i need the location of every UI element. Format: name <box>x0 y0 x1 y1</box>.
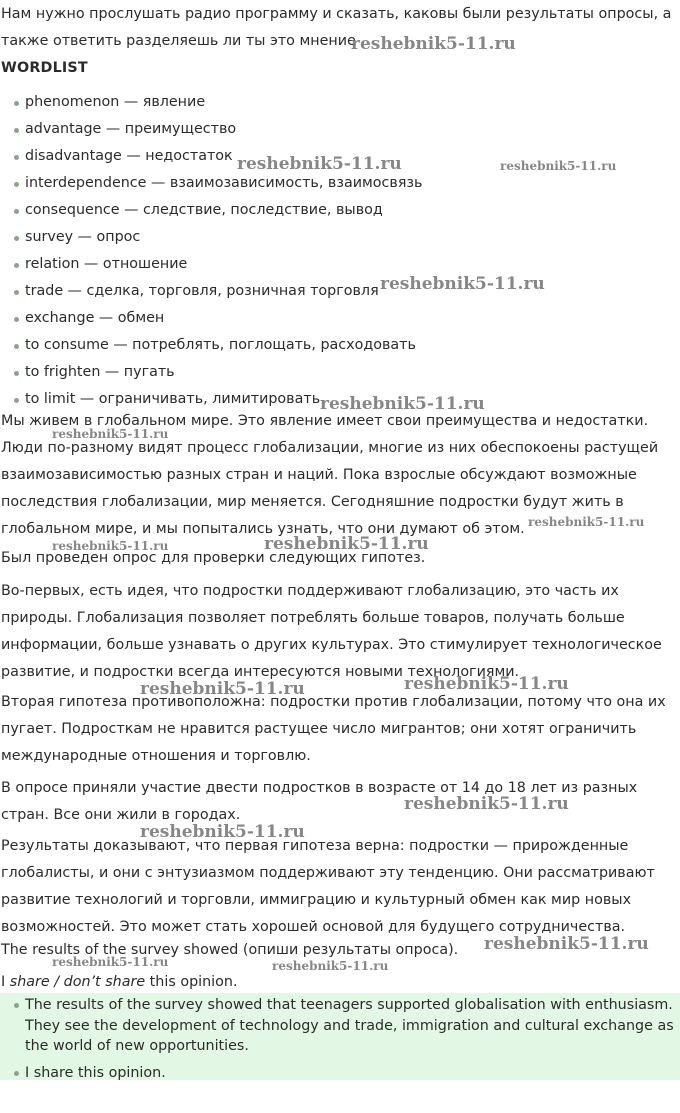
translation-paragraph-2: Был проведен опрос для проверки следующих гипотез. <box>1 550 426 566</box>
wordlist-item: to limit — ограничивать, лимитировать <box>1 386 680 413</box>
watermark: reshebnik5-11.ru <box>272 959 389 973</box>
wordlist-item: consequence — следствие, последствие, вывод <box>1 197 680 224</box>
watermark: reshebnik5-11.ru <box>52 955 169 969</box>
translation-paragraph-1: Мы живем в глобальном мире. Это явление имеет свои преимущества и недостатки. Люди по-разному видят процесс глобализации, многие из них обеспокоены растущей взаимозависимостью разных стран и наций. Пока взрослые обсуждают возможные последствия глобализации, мир меняется. Сегодняшние подростки будут жить в глобальном мире, и мы попытались узнать, что они думают об этом. <box>1 413 659 537</box>
wordlist-item: trade — сделка, торговля, розничная торговля <box>1 278 680 305</box>
wordlist-item: phenomenon — явление <box>1 89 680 116</box>
watermark: reshebnik5-11.ru <box>237 154 402 174</box>
wordlist-item: advantage — преимущество <box>1 116 680 143</box>
wordlist-item: relation — отношение <box>1 251 680 278</box>
wordlist-item: interdependence — взаимозависимость, взаимосвязь <box>1 170 680 197</box>
watermark: reshebnik5-11.ru <box>264 534 429 554</box>
answer-item: I share this opinion. <box>1 1063 680 1084</box>
exercise-line-2-prefix: I <box>1 974 10 990</box>
answer-box <box>0 993 680 1080</box>
watermark: reshebnik5-11.ru <box>320 394 485 414</box>
wordlist-item: exchange — обмен <box>1 305 680 332</box>
wordlist-item: to frighten — пугать <box>1 359 680 386</box>
watermark: reshebnik5-11.ru <box>528 515 645 529</box>
task-text: Нам нужно прослушать радио программу и сказать, каковы были результаты опросы, а также ответить разделяешь ли ты это мнение <box>1 6 672 49</box>
watermark: reshebnik5-11.ru <box>404 794 569 814</box>
watermark: reshebnik5-11.ru <box>140 679 305 699</box>
wordlist <box>1 89 680 413</box>
watermark: reshebnik5-11.ru <box>500 159 617 173</box>
watermark: reshebnik5-11.ru <box>404 674 569 694</box>
watermark: reshebnik5-11.ru <box>52 427 169 441</box>
translation-paragraph-6: Результаты доказывают, что первая гипотеза верна: подростки — прирожденные глобалисты, и они с энтузиазмом поддерживают эту тенденцию. Они рассматривают развитие технологий и торговли, иммиграцию и культурный обмен как мир новых возможностей. Это может стать хорошей основой для будущего сотрудничества. <box>1 838 655 935</box>
translation-paragraph-4: Вторая гипотеза противоположна: подростки против глобализации, потому что она их пугает. Подросткам не нравится растущее число мигрантов; они хотят ограничить международные отношения и торговлю. <box>1 694 666 764</box>
answer-item: The results of the survey showed that teenagers supported globalisation with enthusiasm. They see the development of technology and trade, immigration and cultural exchange as the world of new opportunities. <box>1 995 680 1057</box>
exercise-line-2-options: share / don’t share <box>9 974 146 990</box>
watermark: reshebnik5-11.ru <box>380 274 545 294</box>
wordlist-item: survey — опрос <box>1 224 680 251</box>
exercise-line-2-suffix: this opinion. <box>145 974 238 990</box>
watermark: reshebnik5-11.ru <box>52 539 169 553</box>
wordlist-item: disadvantage — недостаток <box>1 143 680 170</box>
watermark: reshebnik5-11.ru <box>351 34 516 54</box>
exercise-line-2 <box>1 969 680 996</box>
translation-paragraph-3: Во-первых, есть идея, что подростки поддерживают глобализацию, это часть их природы. Глобализация позволяет потреблять больше товаров, получать больше информации, больше узнавать о других культурах. Это стимулирует технологическое развитие, и подростки всегда интересуются новыми технологиями. <box>1 583 662 680</box>
translation-paragraph-5: В опросе приняли участие двести подростков в возрасте от 14 до 18 лет из разных стран. Все они жили в городах. <box>1 780 638 823</box>
watermark: reshebnik5-11.ru <box>140 822 305 842</box>
answer-list <box>1 995 680 1083</box>
watermark: reshebnik5-11.ru <box>484 934 649 954</box>
exercise-line-1: The results of the survey showed (опиши результаты опроса). <box>1 942 459 958</box>
wordlist-title: WORDLIST <box>1 60 88 76</box>
wordlist-item: to consume — потреблять, поглощать, расходовать <box>1 332 680 359</box>
